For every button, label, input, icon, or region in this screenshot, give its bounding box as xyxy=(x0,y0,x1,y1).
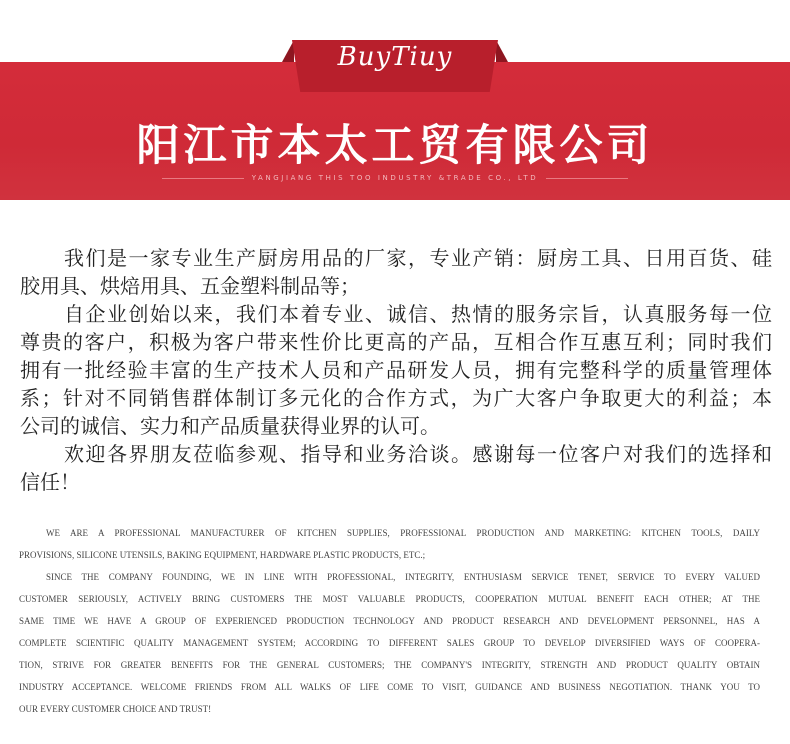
text-line: 信任！ xyxy=(20,470,80,494)
text-line: 拥有一批经验丰富的生产技术人员和产品研发人员，拥有完整科学的质量管理体 xyxy=(20,358,772,382)
company-name-en: YANGJIANG THIS TOO INDUSTRY &TRADE CO., LTD xyxy=(251,174,539,182)
text-line: 系；针对不同销售群体制订多元化的合作方式，为广大客户争取更大的利益；本 xyxy=(20,386,772,410)
text-line: COMPLETE SCIENTIFIC QUALITY MANAGEMENT SYSTEM; ACCORDING TO DIFFERENT SALES GROUP TO DEVELOP DIVERSIFIED WAYS OF COOPERA- xyxy=(19,638,760,648)
company-name-cn: 阳江市本太工贸有限公司 xyxy=(136,121,654,171)
text-line: WE ARE A PROFESSIONAL MANUFACTURER OF KITCHEN SUPPLIES, PROFESSIONAL PRODUCTION AND MARKETING: KITCHEN TOOLS, DAILY xyxy=(46,528,760,538)
text-line: SAME TIME WE HAVE A GROUP OF EXPERIENCED PRODUCTION TECHNOLOGY AND PRODUCT RESEARCH AND DEVELOPMENT PERSONNEL, HAS A xyxy=(19,616,760,626)
text-line: 尊贵的客户，积极为客户带来性价比更高的产品，互相合作互惠互利；同时我们 xyxy=(20,330,772,354)
text-line: PROVISIONS, SILICONE UTENSILS, BAKING EQUIPMENT, HARDWARE PLASTIC PRODUCTS, ETC.; xyxy=(19,550,426,560)
text-line: 我们是一家专业生产厨房用品的厂家，专业产销：厨房工具、日用百货、硅 xyxy=(64,246,772,270)
text-line: TION, STRIVE FOR GREATER BENEFITS FOR THE GENERAL CUSTOMERS; THE COMPANY'S INTEGRITY, STRENGTH AND PRODUCT QUALITY OBTAIN xyxy=(19,660,760,670)
text-line: SINCE THE COMPANY FOUNDING, WE IN LINE WITH PROFESSIONAL, INTEGRITY, ENTHUSIASM SERVICE TENET, SERVICE TO EVERY VALUED xyxy=(46,572,760,582)
intro-english xyxy=(19,522,760,720)
text-line: CUSTOMER SERIOUSLY, ACTIVELY BRING CUSTOMERS THE MOST VALUABLE PRODUCTS, COOPERATION MUTUAL BENEFIT EACH OTHER; AT THE xyxy=(19,594,760,604)
brand-logo: BuyTiuy xyxy=(337,42,453,72)
intro-chinese xyxy=(20,244,772,496)
text-line: INDUSTRY ACCEPTANCE. WELCOME FRIENDS FROM ALL WALKS OF LIFE COME TO VISIT, GUIDANCE AND BUSINESS NEGOTIATION. THANK YOU TO xyxy=(19,682,760,692)
text-line: 自企业创始以来，我们本着专业、诚信、热情的服务宗旨，认真服务每一位 xyxy=(64,302,772,326)
text-line: 公司的诚信、实力和产品质量获得业界的认可。 xyxy=(20,414,440,438)
divider-right xyxy=(546,178,628,179)
text-line: 胶用具、烘焙用具、五金塑料制品等； xyxy=(20,274,360,298)
text-line: OUR EVERY CUSTOMER CHOICE AND TRUST! xyxy=(19,704,212,714)
company-subtitle xyxy=(0,174,790,182)
divider-left xyxy=(162,178,244,179)
text-line: 欢迎各界朋友莅临参观、指导和业务洽谈。感谢每一位客户对我们的选择和 xyxy=(64,442,772,466)
